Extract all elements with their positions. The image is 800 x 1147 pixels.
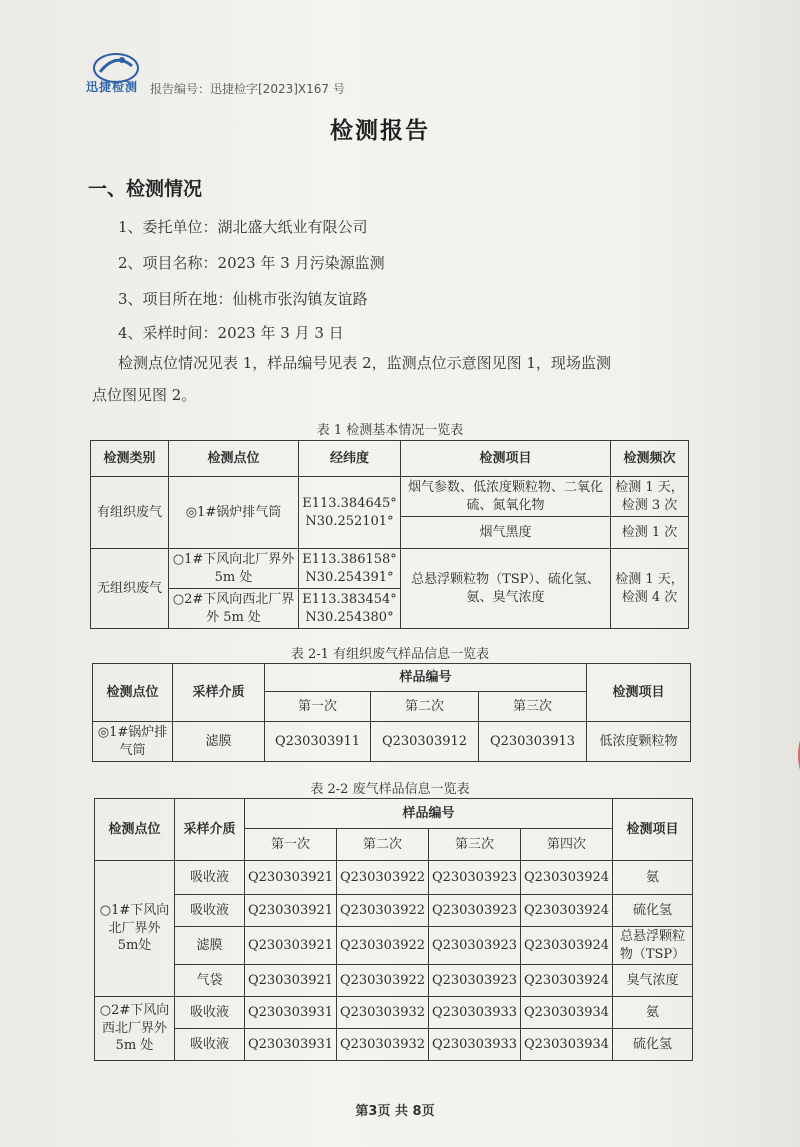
th-category: 检测类别 xyxy=(91,441,169,477)
cell-sample: Q230303923 xyxy=(429,927,521,965)
cell-medium: 吸收液 xyxy=(175,895,245,927)
th-point: 检测点位 xyxy=(169,441,299,477)
cell-unorg-type: 无组织废气 xyxy=(91,549,169,629)
cell-unorg-coord-1 xyxy=(299,549,401,589)
cell-sample: Q230303923 xyxy=(429,895,521,927)
coord-n: N30.252101° xyxy=(305,513,394,529)
cell-sample: Q230303922 xyxy=(337,927,429,965)
cell-org-type: 有组织废气 xyxy=(91,477,169,549)
cell-sample: Q230303921 xyxy=(245,927,337,965)
cell-sample: Q230303933 xyxy=(429,1029,521,1061)
th-medium: 采样介质 xyxy=(175,799,245,861)
th-sample-no: 样品编号 xyxy=(265,664,587,692)
th-item: 检测项目 xyxy=(401,441,611,477)
th-third: 第三次 xyxy=(429,829,521,861)
cell-sample-3: Q230303913 xyxy=(479,722,587,762)
th-sample-no: 样品编号 xyxy=(245,799,613,829)
info-project: 2、项目名称：2023 年 3 月污染源监测 xyxy=(118,254,385,272)
cell-org-item-a: 烟气参数、低浓度颗粒物、二氧化硫、氮氧化物 xyxy=(401,477,611,517)
coord-e: E113.384645° xyxy=(302,495,397,511)
cell-point: ◎1#锅炉排气筒 xyxy=(93,722,173,762)
section-heading: 一、检测情况 xyxy=(88,178,203,200)
cell-sample: Q230303931 xyxy=(245,1029,337,1061)
cell-sample: Q230303924 xyxy=(521,927,613,965)
cell-unorg-point-1: ○1#下风向北厂界外 5m 处 xyxy=(169,549,299,589)
th-item: 检测项目 xyxy=(587,664,691,722)
cell-sample: Q230303933 xyxy=(429,997,521,1029)
cell-item: 硫化氢 xyxy=(613,895,693,927)
coord-e: E113.383454° xyxy=(302,591,397,607)
cell-sample: Q230303922 xyxy=(337,965,429,997)
cell-medium: 吸收液 xyxy=(175,997,245,1029)
cell-sample: Q230303924 xyxy=(521,965,613,997)
cell-item: 硫化氢 xyxy=(613,1029,693,1061)
info-location: 3、项目所在地：仙桃市张沟镇友谊路 xyxy=(118,290,368,308)
th-frequency: 检测频次 xyxy=(611,441,689,477)
cell-sample: Q230303924 xyxy=(521,861,613,895)
coord-n: N30.254380° xyxy=(305,609,394,625)
para-line-2: 点位图见图 2。 xyxy=(92,386,197,404)
cell-sample: Q230303923 xyxy=(429,861,521,895)
red-seal-stamp-icon xyxy=(770,690,800,820)
cell-unorg-item: 总悬浮颗粒物（TSP）、硫化氢、氨、臭气浓度 xyxy=(401,549,611,629)
th-medium: 采样介质 xyxy=(173,664,265,722)
cell-sample: Q230303921 xyxy=(245,861,337,895)
cell-item: 总悬浮颗粒物（TSP） xyxy=(613,927,693,965)
cell-sample: Q230303932 xyxy=(337,997,429,1029)
info-client: 1、委托单位：湖北盛大纸业有限公司 xyxy=(118,218,368,236)
cell-sample: Q230303921 xyxy=(245,895,337,927)
table21-caption: 表 2-1 有组织废气样品信息一览表 xyxy=(290,647,490,662)
coord-n: N30.254391° xyxy=(305,569,394,585)
table-waste-gas-samples xyxy=(94,798,693,1061)
cell-sample: Q230303934 xyxy=(521,997,613,1029)
cell-point-2: ○2#下风向西北厂界外 5m 处 xyxy=(95,997,175,1061)
cell-medium: 吸收液 xyxy=(175,1029,245,1061)
table-basic-info xyxy=(90,440,689,629)
th-first: 第一次 xyxy=(265,692,371,722)
page-title: 检测报告 xyxy=(330,118,430,144)
cell-sample-2: Q230303912 xyxy=(371,722,479,762)
cell-sample: Q230303921 xyxy=(245,965,337,997)
cell-org-freq-a: 检测 1 天，检测 3 次 xyxy=(611,477,689,517)
cell-medium: 吸收液 xyxy=(175,861,245,895)
table1-caption: 表 1 检测基本情况一览表 xyxy=(316,423,464,438)
cell-item: 臭气浓度 xyxy=(613,965,693,997)
cell-sample-1: Q230303911 xyxy=(265,722,371,762)
report-number: 报告编号：迅捷检字[2023]X167 号 xyxy=(150,82,345,96)
page-footer: 第3页 共 8页 xyxy=(355,1104,435,1119)
th-point: 检测点位 xyxy=(93,664,173,722)
cell-point-1: ○1#下风向北厂界外 5m处 xyxy=(95,861,175,997)
cell-medium: 滤膜 xyxy=(173,722,265,762)
cell-unorg-point-2: ○2#下风向西北厂界外 5m 处 xyxy=(169,589,299,629)
cell-sample: Q230303932 xyxy=(337,1029,429,1061)
cell-unorg-freq: 检测 1 天，检测 4 次 xyxy=(611,549,689,629)
coord-e: E113.386158° xyxy=(302,551,397,567)
cell-item: 氨 xyxy=(613,997,693,1029)
cell-sample: Q230303922 xyxy=(337,895,429,927)
table22-caption: 表 2-2 废气样品信息一览表 xyxy=(310,782,470,797)
cell-sample: Q230303922 xyxy=(337,861,429,895)
cell-sample: Q230303931 xyxy=(245,997,337,1029)
cell-sample: Q230303923 xyxy=(429,965,521,997)
cell-unorg-coord-2 xyxy=(299,589,401,629)
cell-org-freq-b: 检测 1 次 xyxy=(611,517,689,549)
th-first: 第一次 xyxy=(245,829,337,861)
cell-org-point: ◎1#锅炉排气筒 xyxy=(169,477,299,549)
cell-org-item-b: 烟气黑度 xyxy=(401,517,611,549)
cell-item: 低浓度颗粒物 xyxy=(587,722,691,762)
cell-medium: 滤膜 xyxy=(175,927,245,965)
cell-medium: 气袋 xyxy=(175,965,245,997)
th-coord: 经纬度 xyxy=(299,441,401,477)
table-org-samples xyxy=(92,663,691,762)
th-fourth: 第四次 xyxy=(521,829,613,861)
para-line-1: 检测点位情况见表 1，样品编号见表 2，监测点位示意图见图 1，现场监测 xyxy=(118,354,611,372)
th-third: 第三次 xyxy=(479,692,587,722)
cell-sample: Q230303934 xyxy=(521,1029,613,1061)
th-second: 第二次 xyxy=(371,692,479,722)
info-sampling-time: 4、采样时间：2023 年 3 月 3 日 xyxy=(118,324,344,342)
cell-item: 氨 xyxy=(613,861,693,895)
cell-org-coord xyxy=(299,477,401,549)
th-point: 检测点位 xyxy=(95,799,175,861)
th-item: 检测项目 xyxy=(613,799,693,861)
th-second: 第二次 xyxy=(337,829,429,861)
cell-sample: Q230303924 xyxy=(521,895,613,927)
logo-text: 迅捷检测 xyxy=(86,80,139,94)
